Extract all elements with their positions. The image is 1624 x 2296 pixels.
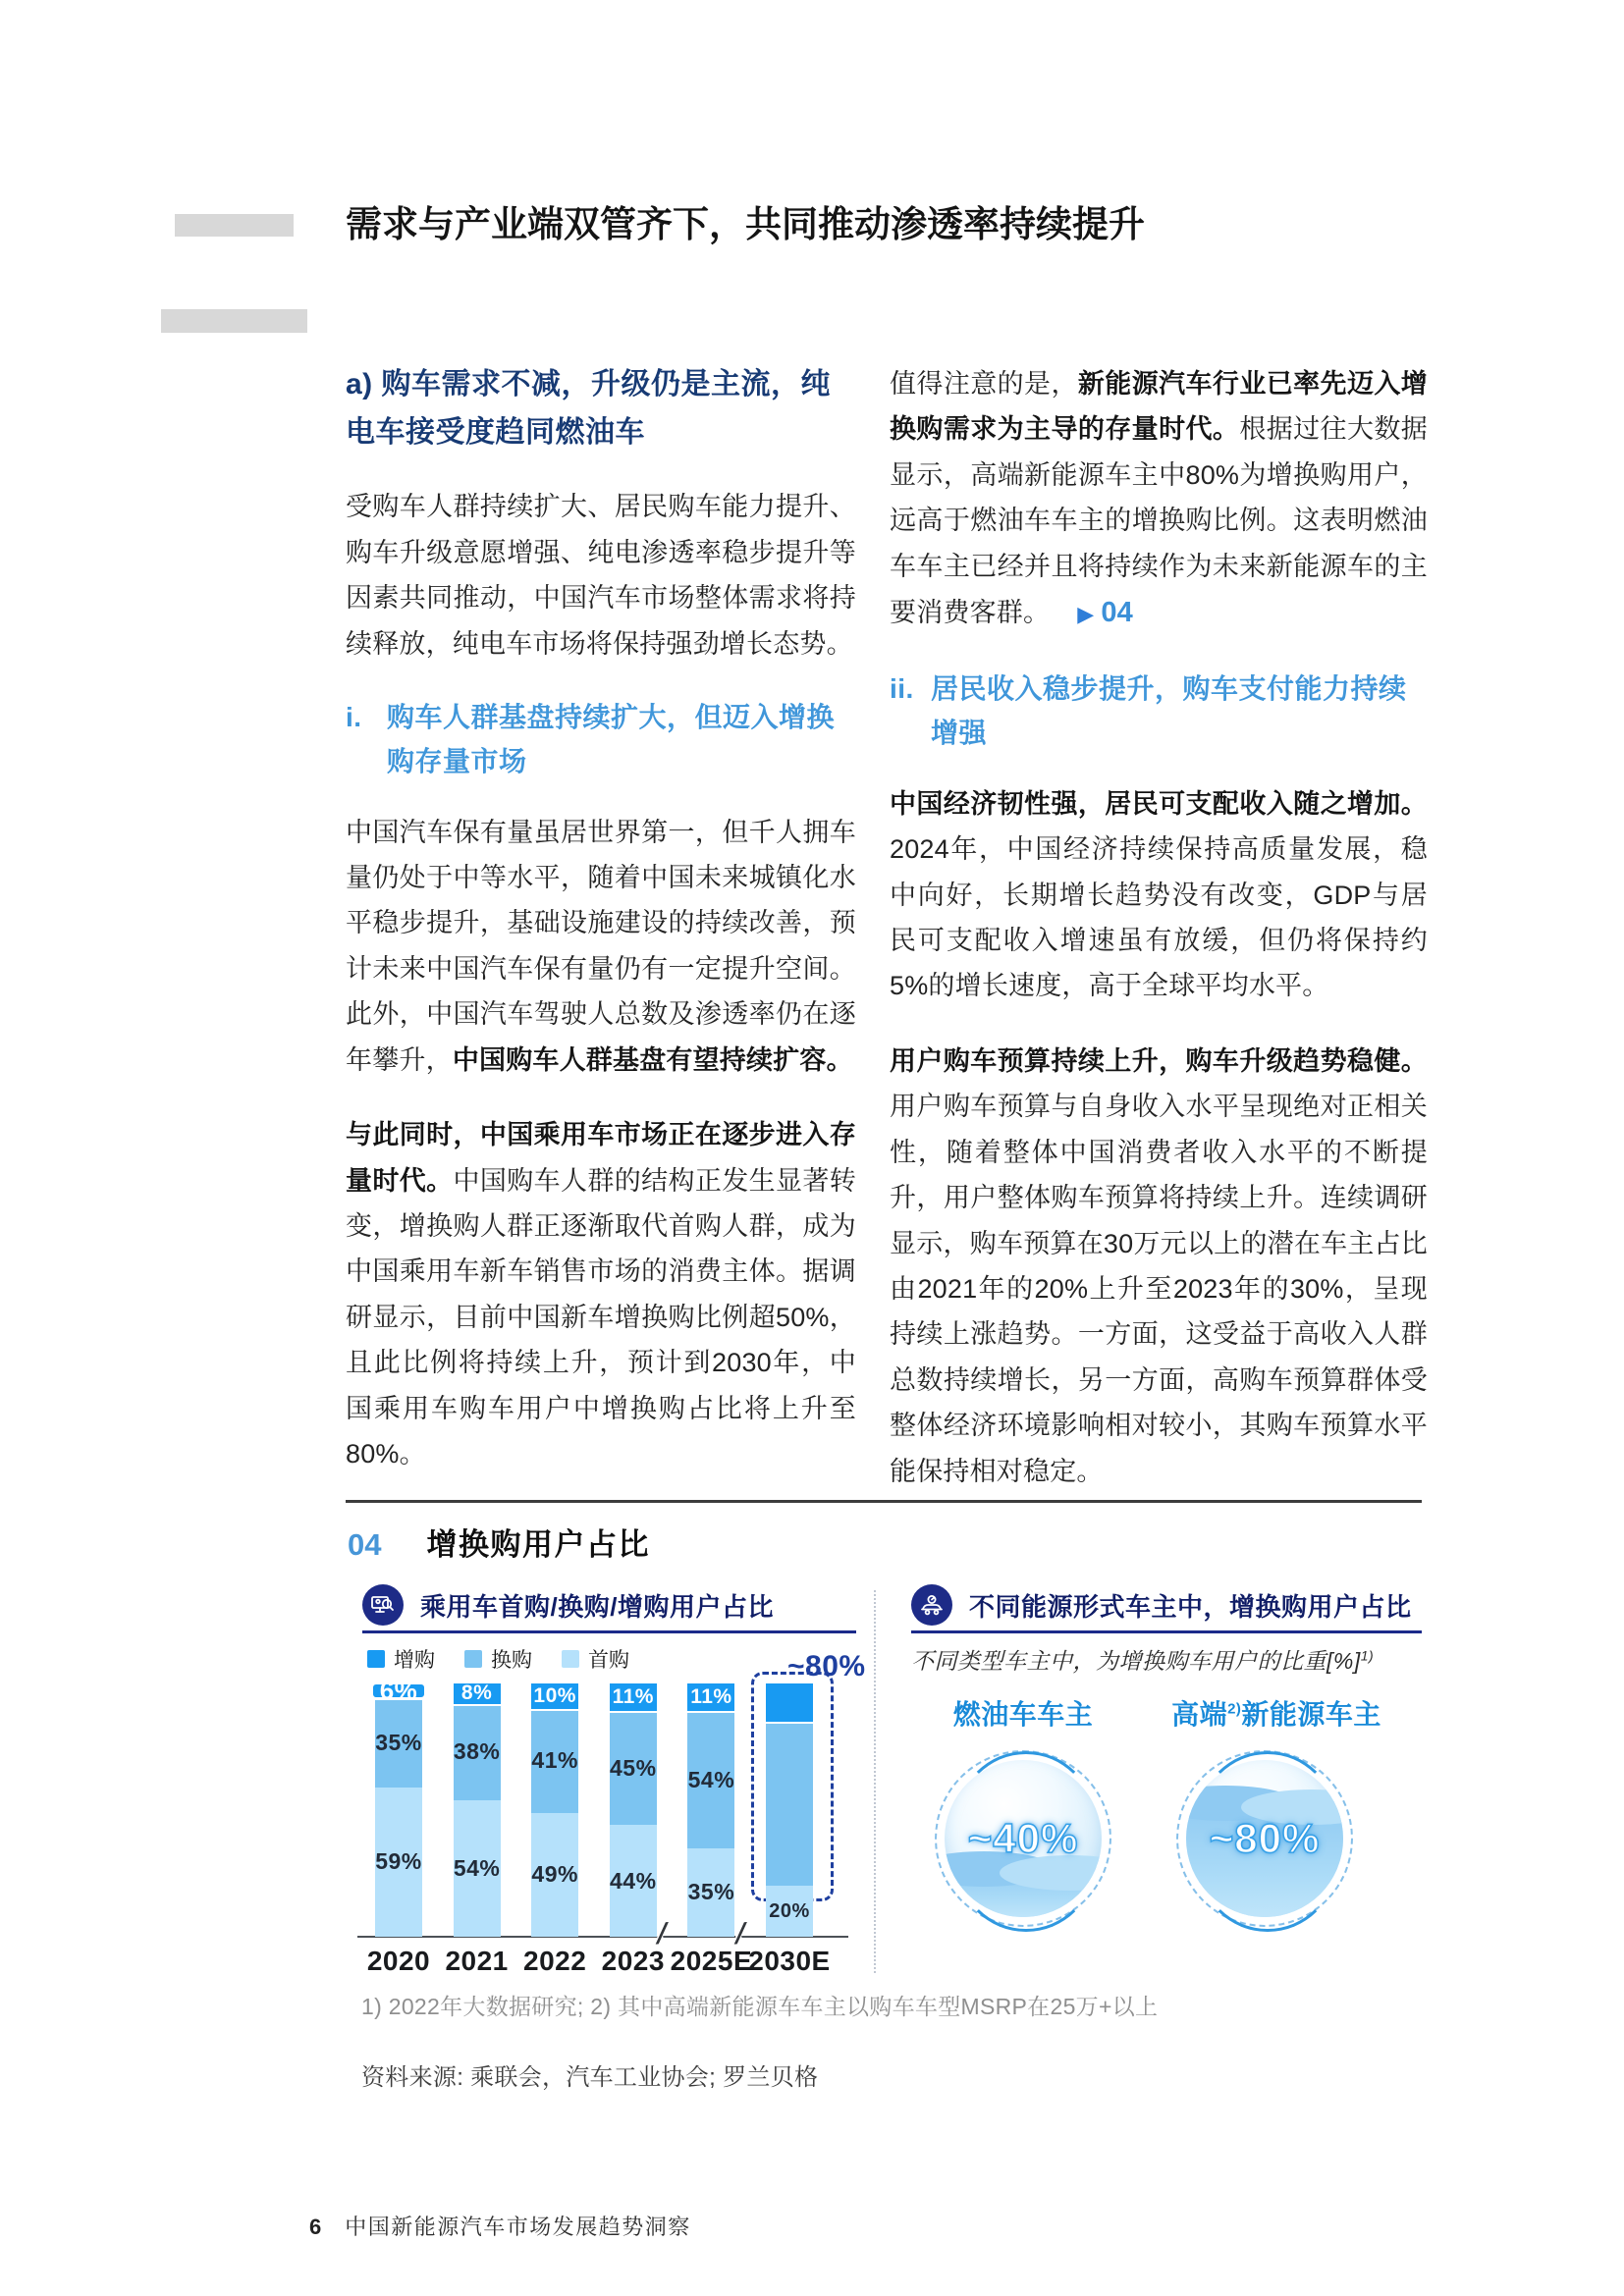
water-gauge [945,1760,1102,1917]
bar-label: 11% [690,1685,732,1709]
bar-segment-首购 [766,1886,813,1937]
bar-segment-增购 [370,1676,427,1706]
subsection-i-title: 购车人群基盘持续扩大，但迈入增换购存量市场 [387,701,836,776]
subsection-i-marker: i. [346,701,362,732]
subsection-ii-heading [890,667,1428,756]
chart-panel-title: 乘用车首购/换购/增购用户占比 [420,1591,774,1622]
bubble-panel-header [911,1584,1412,1626]
legend-item: 首购 [562,1644,629,1674]
paragraph: 中国汽车保有量虽居世界第一，但千人拥车量仍处于中等水平，随着中国未来城镇化水平稳步提升，基础设施建设的持续改善，预计未来中国汽车保有量仍有一定提升空间。此外，中国汽车驾驶人总数及渗透率仍在逐年攀升，中国购车人群基盘有望持续扩容。 [346,817,856,1075]
bar-segment-换购 [610,1711,657,1825]
page-title: 需求与产业端双管齐下，共同推动渗透率持续提升 [346,204,1145,244]
section-divider-rule [346,1500,1422,1503]
bar-label: 54% [687,1766,735,1792]
bar-label: 49% [531,1861,578,1888]
axis-tick-label: 2025E [670,1946,753,1976]
gauge-value: ~40% [967,1815,1079,1861]
axis-break-icon: ∕∕ [733,1919,743,1951]
bar-label: 54% [453,1854,501,1881]
bar-label: 11% [612,1685,654,1709]
figure-ref-number: 04 [1101,597,1133,629]
bar-label: 35% [375,1730,422,1756]
section-a-heading: a) 购车需求不减，升级仍是主流，纯电车接受度趋同燃油车 [346,368,832,449]
panel-divider [874,1590,876,1973]
axis-tick-label: 2023 [601,1946,665,1976]
paragraph: 受购车人群持续扩大、居民购车能力提升、购车升级意愿增强、纯电渗透率稳步提升等因素共同推动，中国汽车市场整体需求将持续释放，纯电车市场将保持强劲增长态势。 [346,492,856,659]
legend-item: 增购 [367,1644,435,1674]
fuel-owner-label: 燃油车车主 [952,1699,1094,1730]
bar-label: 45% [610,1754,657,1781]
car-gauge-icon [911,1584,952,1626]
page-number: 6 [309,2215,322,2239]
water-gauge [1186,1760,1343,1917]
subsection-ii-title: 居民收入稳步提升，购车支付能力持续增强 [931,673,1407,748]
axis-break-icon: ∕∕ [655,1919,665,1951]
bar-label: 41% [531,1747,578,1774]
figure-04-header [348,1520,650,1564]
bar-segment-首购 [454,1800,501,1937]
bar-label: 38% [453,1738,501,1765]
figure-ref-04 [1077,598,1133,627]
nev-owner-label: 高端$^{2)}$新能源车主 [1171,1699,1381,1730]
axis-tick-label: 2030E [748,1946,831,1976]
paragraph: 用户购车预算持续上升，购车升级趋势稳健。用户购车预算与自身收入水平呈现绝对正相关性，随着整体中国消费者收入水平的不断提升，用户整体购车预算将持续上升。连续调研显示，购车预算在30万元以上的潜在车主占比由2021年的20%上升至2023年的30%，呈现持续上涨趋势。一方面，这受益于高收入人群总数持续增长，另一方面，高购车预算群体受整体经济环境影响相对较小，其购车预算水平能保持相对稳定。 [890,1045,1428,1486]
bubble-panel-subtitle: 不同类型车主中，为增换购车用户的比重[%]$^{1)}$ [911,1647,1375,1674]
bar-label: 35% [687,1879,735,1905]
axis-tick-label: 2021 [445,1946,509,1976]
axis-tick-label: 2020 [366,1946,431,1976]
bubble-panel-title: 不同能源形式车主中，增换购用户占比 [969,1591,1412,1622]
page-edge-marker [175,214,294,237]
bar-segment-增购 [531,1683,578,1711]
stacked-bar-chart [346,1585,874,2007]
figure-number: 04 [348,1527,382,1562]
paragraph: 与此同时，中国乘用车市场正在逐步进入存量时代。中国购车人群的结构正发生显著转变，增换购人群正逐渐取代首购人群，成为中国乘用车新车销售市场的消费主体。据调研显示，目前中国新车增换购比例超50%，且此比例将持续上升，预计到2030年，中国乘用车购车用户中增换购占比将上升至80%。 [346,1120,856,1469]
page-edge-marker [161,309,307,333]
bar-label: 6% [379,1676,418,1706]
bar-segment-首购 [687,1848,734,1937]
figure-title: 增换购用户占比 [426,1527,650,1562]
bar-segment-换购 [687,1711,734,1847]
triangle-right-icon: ▶ [1077,602,1095,627]
report-title: 中国新能源汽车市场发展趋势洞察 [345,2215,691,2239]
bar-label: 20% [769,1899,810,1922]
legend-item: 换购 [464,1644,532,1674]
bar-segment-换购 [766,1722,813,1887]
bar-segment-增购 [766,1683,813,1724]
page-footer [309,2211,691,2241]
axis-tick-label: 2022 [523,1946,587,1976]
highlight-annotation: ~80% [787,1650,866,1682]
subsection-ii-marker: ii. [890,673,914,705]
bar-segment-首购 [531,1813,578,1937]
bar-segment-增购 [687,1683,734,1713]
subsection-i-heading [346,696,856,784]
bar-segment-首购 [375,1788,422,1937]
bar-label: 8% [460,1682,493,1705]
bar-segment-换购 [375,1698,422,1787]
right-column [890,361,1428,1523]
footnote-ref: 2) [1227,1700,1242,1718]
bar-segment-换购 [531,1709,578,1813]
panel-title-underline [911,1630,1422,1633]
figure-footnote: 1) 2022年大数据研究; 2) 其中高端新能源车车主以购车车型MSRP在25万+以上 [361,1994,1159,2019]
bar-label: 10% [533,1683,576,1707]
gauge-value: ~80% [1209,1815,1321,1861]
bar-label: 44% [610,1867,657,1894]
figure-source: 资料来源: 乘联会，汽车工业协会; 罗兰贝格 [361,2064,819,2091]
bar-segment-增购 [610,1683,657,1713]
fuel-owner-gauge [945,1760,1102,1917]
bar-label: 59% [375,1848,422,1875]
bar-segment-增购 [454,1683,501,1706]
left-column [346,361,856,1507]
footnote-ref: 1) [1360,1647,1375,1664]
nev-owner-gauge [1186,1760,1343,1917]
paragraph: 中国经济韧性强，居民可支配收入随之增加。2024年，中国经济持续保持高质量发展，稳中向好，长期增长趋势没有改变，GDP与居民可支配收入增速虽有放缓，但仍将保持约5%的增长速度，高于全球平均水平。 [890,788,1428,1001]
bar-segment-首购 [610,1825,657,1937]
paragraph: 值得注意的是，新能源汽车行业已率先迈入增换购需求为主导的存量时代。根据过往大数据显示，高端新能源车主中80%为增换购用户，远高于燃油车车主的增换购比例。这表明燃油车车主已经并且将持续作为未来新能源车的主要消费客群。 ▶ 04 [890,369,1428,629]
bar-segment-换购 [454,1704,501,1800]
